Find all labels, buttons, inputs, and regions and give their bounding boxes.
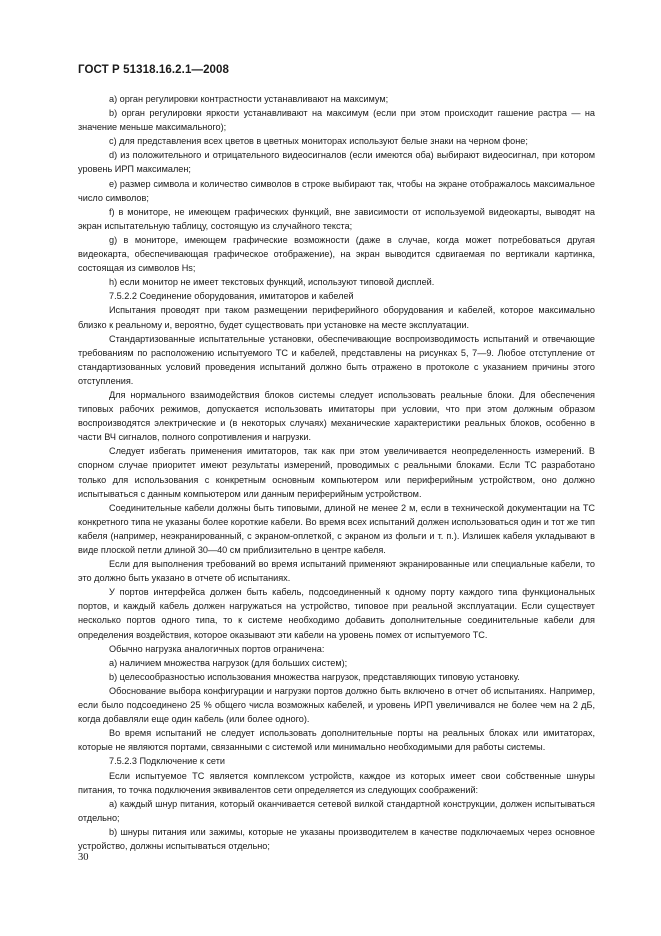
paragraph: с) для представления всех цветов в цветных мониторах используют белые знаки на черном фоне;	[109, 136, 528, 147]
paragraph: Для нормального взаимодействия блоков системы следует использовать реальные блоки. Для обеспечения типовых рабочих режимов, допускается использовать имитаторы при условии, что при этом должным образом воспроизводятся электрические и (в некоторых случаях) механические характеристики реальных блоков, особенно в части ВЧ сигналов, полного сопротивления и нагрузки.	[78, 389, 595, 443]
paragraph: а) орган регулировки контрастности устанавливают на максимум;	[109, 94, 389, 104]
document-body	[78, 92, 595, 853]
paragraph: Испытания проводят при таком размещении периферийного оборудования и кабелей, которое максимально близко к реальному и, вероятно, будет существовать при установке на месте эксплуатации.	[78, 305, 595, 330]
paragraph: b) целесообразностью использования множества нагрузок, представляющих типовую установку.	[109, 671, 520, 682]
paragraph: g) в мониторе, имеющем графические возможности (даже в случае, когда может потребоваться другая видеокарта, обеспечивающая графическое отображение), на экран выводится сдвигаемая по вертикали картинка, состоящая из символов Hs;	[78, 234, 595, 274]
paragraph: а) каждый шнур питания, который оканчивается сетевой вилкой стандартной конструкции, должен испытываться отдельно;	[78, 798, 595, 823]
paragraph: b) орган регулировки яркости устанавливают на максимум (если при этом происходит гашение растра — на значение меньше максимального);	[78, 108, 595, 133]
paragraph: Если для выполнения требований во время испытаний применяют экранированные или специальные кабели, то это должно быть указано в отчете об испытаниях.	[78, 559, 595, 584]
page-number: 30	[78, 852, 89, 863]
paragraph: Стандартизованные испытательные установки, обеспечивающие воспроизводимость испытаний и отвечающие требованиям по расположению испытуемого ТС и кабелей, представлены на рисунках 5, 7—9. Любое отступление от стандартизованных условий проведения испытаний должно быть отражено в протоколе с указанием причины этого отступления.	[78, 333, 595, 386]
paragraph: У портов интерфейса должен быть кабель, подсоединенный к одному порту каждого типа функциональных портов, и каждый кабель должен нагружаться на устройство, типовое при реальной эксплуатации. Если существует несколько портов одного типа, то к системе необходимо добавить дополнительные соединительные кабели для определения воздействия, которое оказывают эти кабели на уровень помех от испытуемого ТС.	[78, 587, 595, 640]
paragraph: d) из положительного и отрицательного видеосигналов (если имеются оба) выбирают видеосигнал, при котором уровень ИРП максимален;	[78, 150, 595, 175]
paragraph: f) в мониторе, не имеющем графических функций, вне зависимости от используемой видеокарты, выводят на экран испытательную таблицу, состоящую из случайного текста;	[78, 206, 595, 231]
paragraph: Обычно нагрузка аналогичных портов ограничена:	[109, 643, 325, 654]
paragraph: Если испытуемое ТС является комплексом устройств, каждое из которых имеет свои собственные шнуры питания, то точка подключения эквивалентов сети определяется из следующих соображений:	[78, 770, 595, 795]
paragraph: Соединительные кабели должны быть типовыми, длиной не менее 2 м, если в технической документации на ТС конкретного типа не указаны более короткие кабели. Во время всех испытаний должен использоваться один и тот же тип кабеля (например, неэкранированный, с экраном-оплеткой, с экраном из фольги и т. п.). Излишек кабеля укладывают в виде плоской петли длиной 30—40 см приблизительно в центре кабеля.	[78, 502, 595, 555]
paragraph: h) если монитор не имеет текстовых функций, используют типовой дисплей.	[109, 277, 435, 288]
document-header: ГОСТ Р 51318.16.2.1—2008	[78, 64, 230, 76]
section-heading: 7.5.2.2 Соединение оборудования, имитаторов и кабелей	[109, 291, 354, 302]
paragraph: е) размер символа и количество символов в строке выбирают так, чтобы на экране отображалось максимальное число символов;	[78, 178, 595, 203]
paragraph: Во время испытаний не следует использовать дополнительные порты на реальных блоках или имитаторах, которые не являются портами, связанными с системой или минимально необходимыми для работы системы.	[78, 728, 595, 753]
paragraph: а) наличием множества нагрузок (для больших систем);	[109, 657, 348, 668]
paragraph: b) шнуры питания или зажимы, которые не указаны производителем в качестве подключаемых через основное устройство, должны испытываться отдельно;	[78, 826, 595, 851]
section-heading: 7.5.2.3 Подключение к сети	[109, 756, 225, 767]
paragraph: Обоснование выбора конфигурации и нагрузки портов должно быть включено в отчет об испытаниях. Например, если было подсоединено 25 % общего числа возможных кабелей, и уровень ИРП увеличивался не более чем на 2 дБ, когда добавляли еще один кабель (или более одного).	[78, 685, 595, 725]
paragraph: Следует избегать применения имитаторов, так как при этом увеличивается неопределенность измерений. В спорном случае приоритет имеют результаты измерений, проводимых с реальными блоками. Если ТС разработано только для использования с конкретным основным компьютером или периферийным устройством, оно должно испытываться с данным компьютером или данным периферийным устройством.	[78, 446, 595, 499]
